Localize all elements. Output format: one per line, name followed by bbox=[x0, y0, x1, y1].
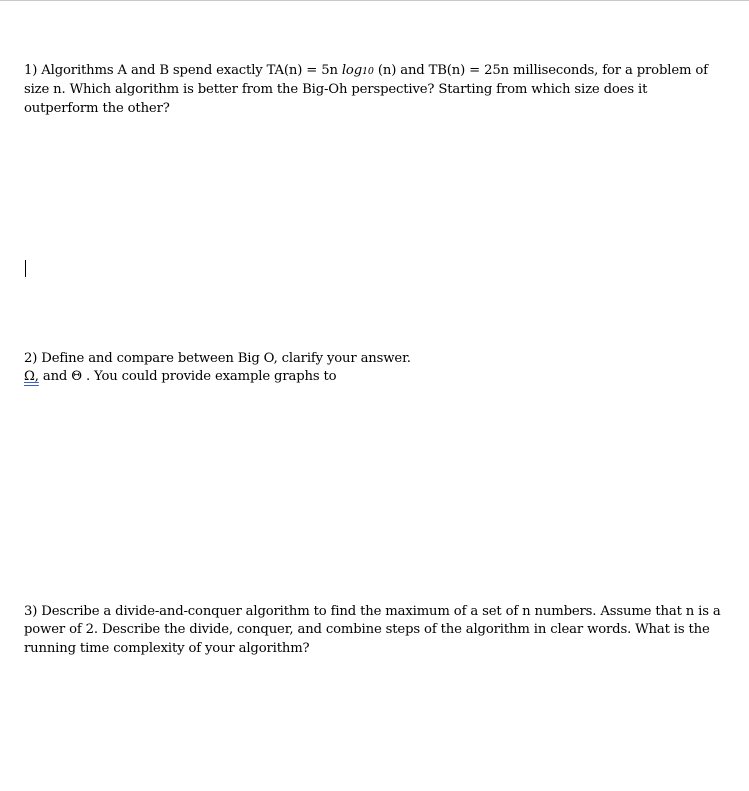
question-2[interactable] bbox=[24, 350, 724, 387]
log-base-subscript: 10 bbox=[362, 66, 374, 77]
question-1-line-3: outperform the other? bbox=[24, 100, 170, 116]
omega-symbol: Ω, bbox=[24, 369, 39, 385]
question-2-line-2-text: and Θ . You could provide example graphs to bbox=[38, 369, 337, 385]
question-3-line-3: running time complexity of your algorithm? bbox=[24, 640, 310, 656]
question-1-line-2: size n. Which algorithm is better from the Big-Oh perspective? Starting from which size does it bbox=[24, 82, 648, 98]
question-1[interactable] bbox=[24, 62, 724, 118]
question-3[interactable] bbox=[24, 603, 729, 658]
text-cursor bbox=[25, 260, 26, 277]
log-function: log bbox=[341, 63, 363, 78]
question-1-text-start: 1) Algorithms A and B spend exactly TA(n) = 5n bbox=[24, 63, 342, 78]
top-border bbox=[0, 0, 749, 1]
question-1-line-1 bbox=[24, 62, 724, 81]
question-1-text-end: (n) and TB(n) = 25n milliseconds, for a problem of bbox=[373, 63, 708, 78]
question-2-line-2 bbox=[24, 368, 724, 386]
question-3-line-2: power of 2. Describe the divide, conquer, and combine steps of the algorithm in clear words. What is the bbox=[24, 622, 710, 638]
question-2-line-1: 2) Define and compare between Big O, clarify your answer. bbox=[24, 351, 411, 366]
question-3-line-1: 3) Describe a divide-and-conquer algorithm to find the maximum of a set of n numbers. Assume that n is a bbox=[24, 604, 721, 619]
